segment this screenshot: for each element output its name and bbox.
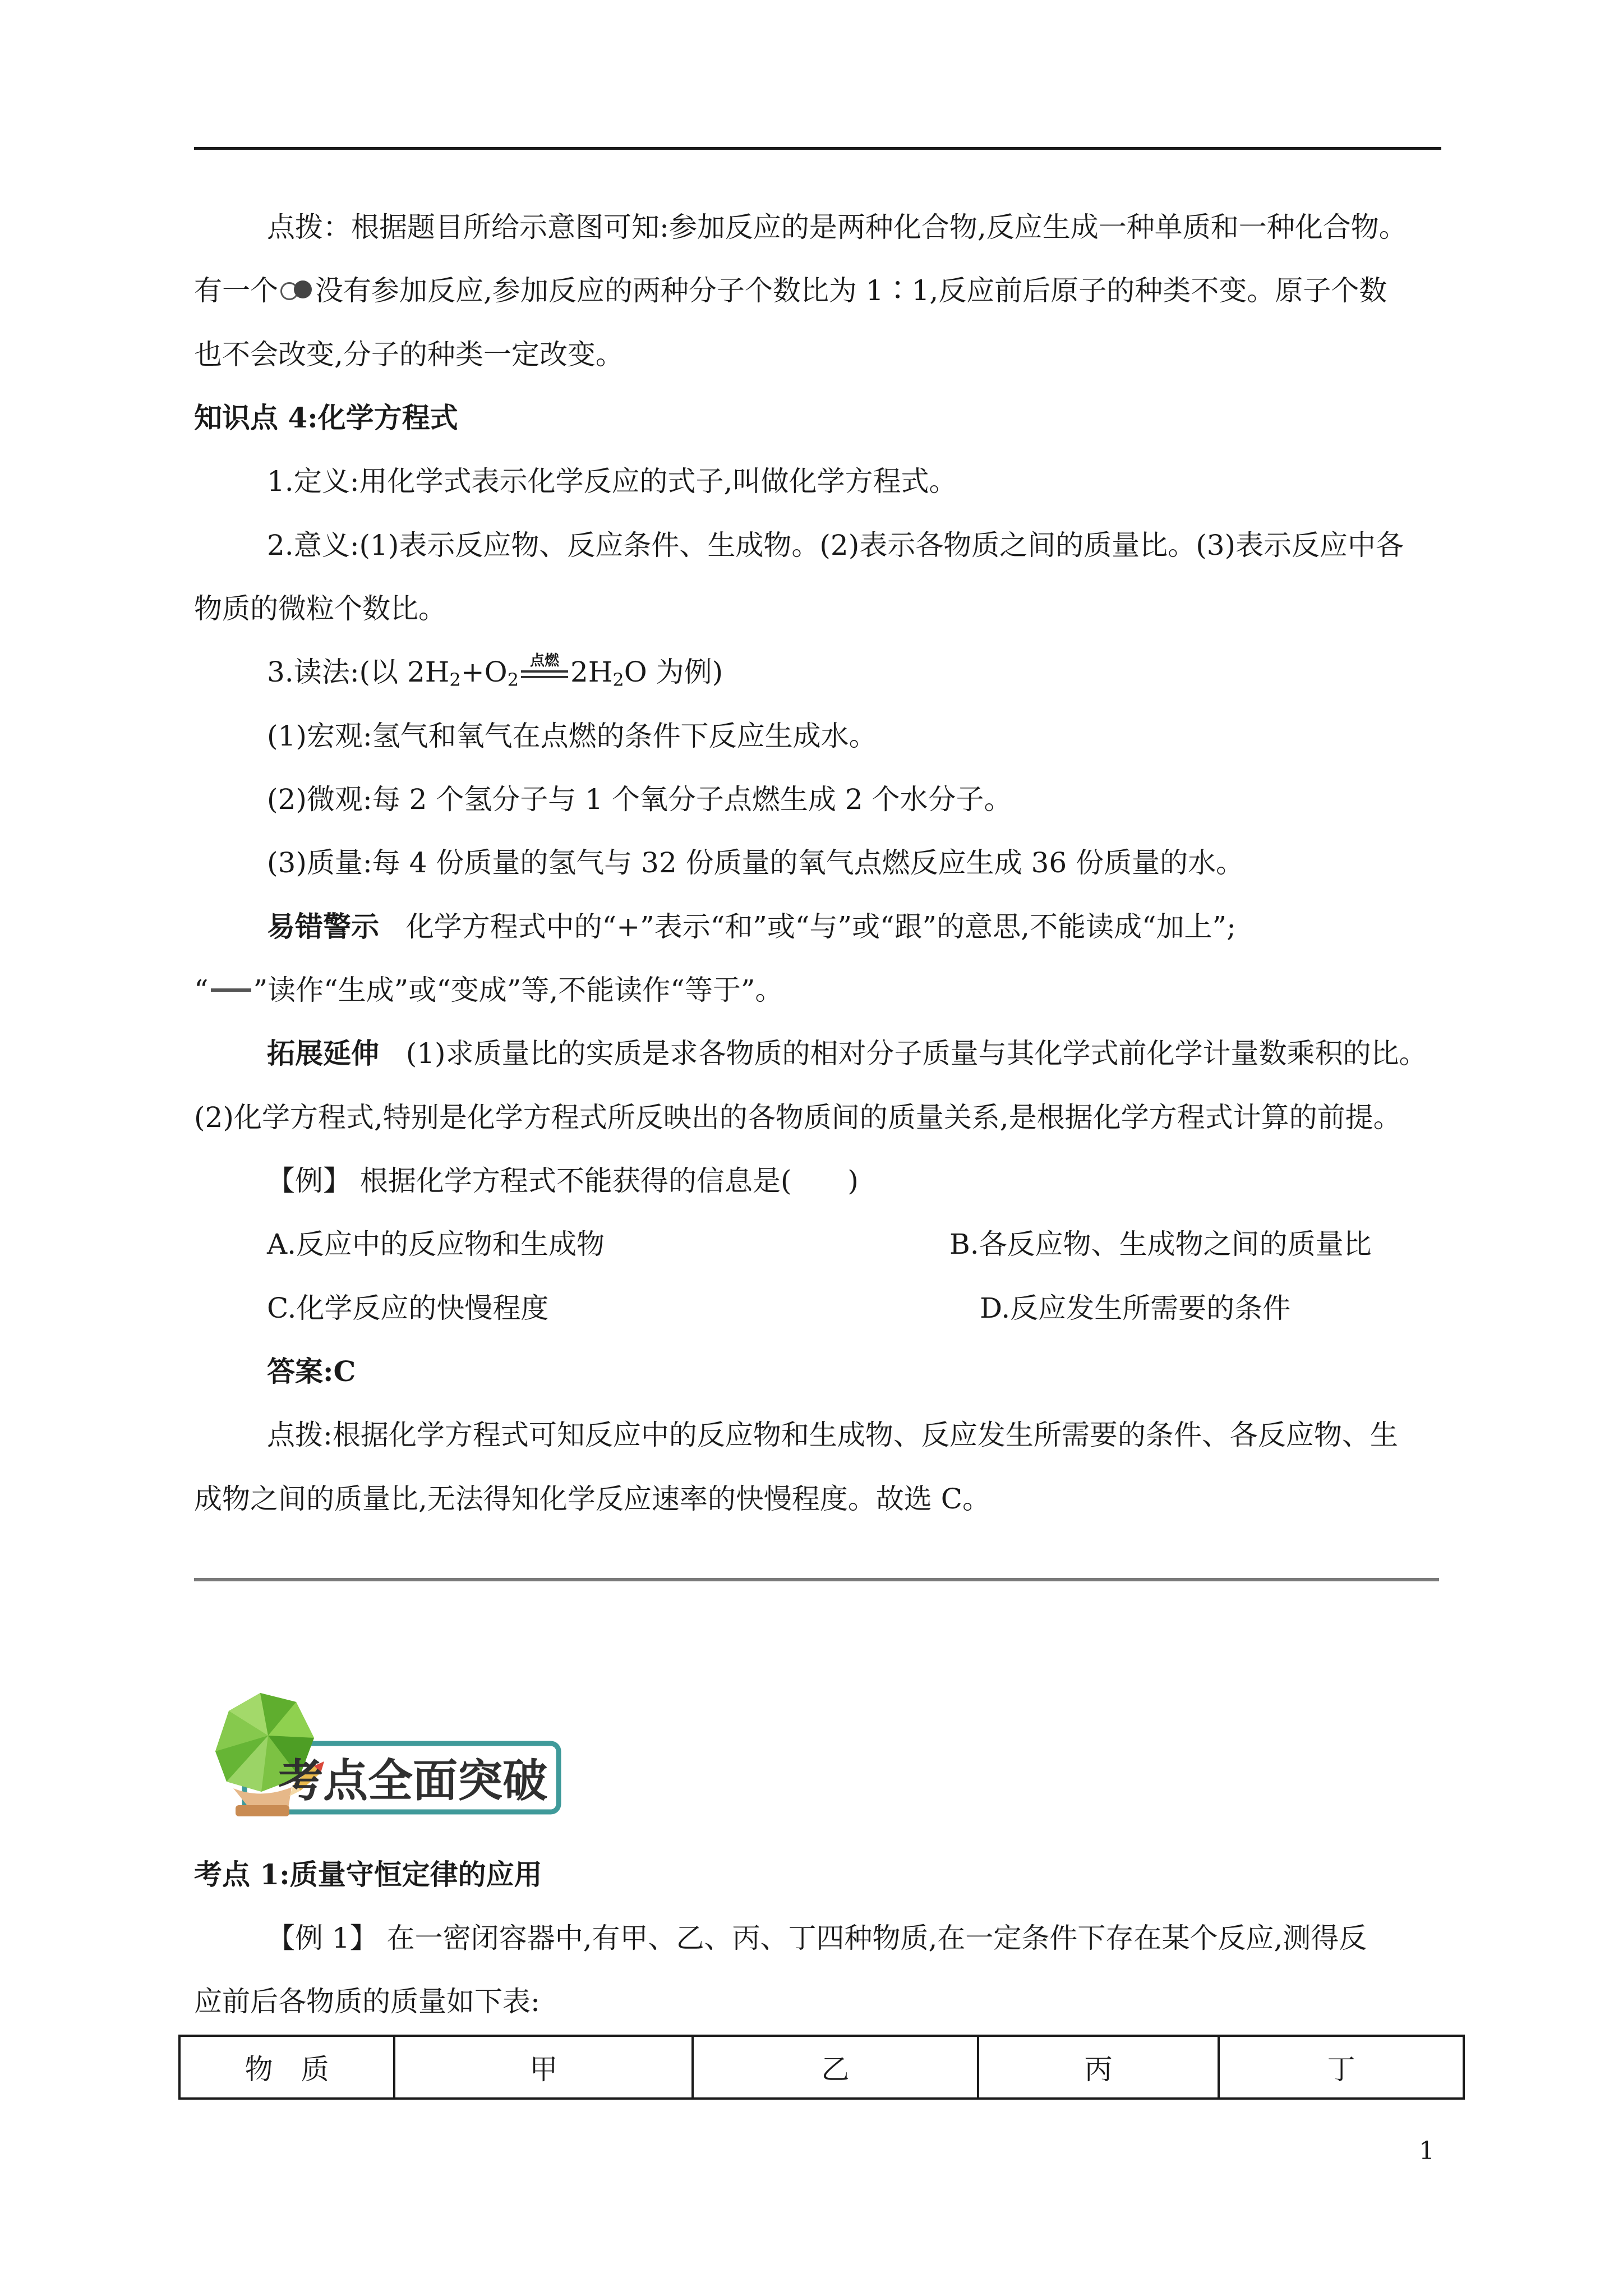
reading-line: 3.读法:(以 $2H_2+O_2$ 点燃 $2H_2O$ 为例) [267, 652, 723, 691]
table-header-cell: 丁 [1219, 2036, 1464, 2099]
hint-line-3: 也不会改变,分子的种类一定改变。 [194, 338, 624, 371]
warning-title: 易错警示 [267, 910, 379, 943]
warning-line-2: “ ”读作“生成”或“变成”等,不能读作“等于”。 [194, 974, 783, 1006]
table-header-cell: 丙 [978, 2036, 1219, 2099]
equals-sign-icon [211, 988, 251, 992]
extension-title: 拓展延伸 [267, 1037, 379, 1070]
micro-reading-line: (2)微观:每 2 个氢分子与 1 个氧分子点燃生成 2 个水分子。 [267, 783, 1012, 816]
reaction-condition-sign: 点燃 [519, 660, 570, 683]
table-header-cell: 甲 [394, 2036, 693, 2099]
answer: 答案:C [267, 1355, 356, 1388]
meaning-line-1: 2.意义:(1)表示反应物、反应条件、生成物。(2)表示各物质之间的质量比。(3)表示反应中各 [267, 529, 1404, 562]
definition-line: 1.定义:用化学式表示化学反应的式子,叫做化学方程式。 [267, 465, 957, 498]
mass-table [178, 2035, 1465, 2100]
meaning-line-2: 物质的微粒个数比。 [194, 592, 446, 625]
warning-line-1: 易错警示 化学方程式中的“+”表示“和”或“与”或“跟”的意思,不能读成“加上”; [267, 910, 1236, 943]
exam-point-1-heading: 考点 1:质量守恒定律的应用 [194, 1858, 542, 1891]
explanation-line-2: 成物之间的质量比,无法得知化学反应速率的快慢程度。故选 C。 [194, 1483, 991, 1515]
table-header-row [179, 2036, 1464, 2099]
option-c: C.化学反应的快慢程度 [267, 1292, 549, 1324]
example-1-line-1: 【例 1】 在一密闭容器中,有甲、乙、丙、丁四种物质,在一定条件下存在某个反应,测得反 [267, 1922, 1367, 1954]
svg-text:考点全面突破: 考点全面突破 [278, 1755, 547, 1807]
option-b: B.各反应物、生成物之间的质量比 [949, 1228, 1372, 1260]
macro-reading-line: (1)宏观:氢气和氧气在点燃的条件下反应生成水。 [267, 720, 877, 752]
extension-line-1: 拓展延伸 (1)求质量比的实质是求各物质的相对分子质量与其化学式前化学计量数乘积的比。 [267, 1037, 1427, 1070]
section-divider [194, 1578, 1439, 1581]
table-header-cell: 乙 [693, 2036, 978, 2099]
explanation-line-1: 点拨:根据化学方程式可知反应中的反应物和生成物、反应发生所需要的条件、各反应物、生 [267, 1419, 1398, 1451]
hint-line-1: 点拨：根据题目所给示意图可知:参加反应的是两种化合物,反应生成一种单质和一种化合物。 [267, 211, 1407, 243]
mass-reading-line: (3)质量:每 4 份质量的氢气与 32 份质量的氧气点燃反应生成 36 份质量的水。 [267, 846, 1244, 879]
knowledge-point-4-heading: 知识点 4:化学方程式 [194, 401, 458, 434]
example-question: 【例】 根据化学方程式不能获得的信息是( ) [267, 1165, 859, 1197]
header-rule [194, 147, 1441, 150]
page-number: 1 [1419, 2137, 1435, 2165]
molecule-icon [279, 279, 314, 299]
hint-line-2: 有一个 没有参加反应,参加反应的两种分子个数比为 1∶1,反应前后原子的种类不变。原子个数 [194, 274, 1387, 307]
example-1-line-2: 应前后各物质的质量如下表: [194, 1985, 540, 2018]
option-d: D.反应发生所需要的条件 [980, 1292, 1291, 1324]
section-banner-logo [194, 1677, 570, 1823]
option-a: A.反应中的反应物和生成物 [267, 1228, 605, 1260]
table-header-cell: 物 质 [179, 2036, 394, 2099]
extension-line-2: (2)化学方程式,特别是化学方程式所反映出的各物质间的质量关系,是根据化学方程式计算的前提。 [194, 1101, 1401, 1134]
